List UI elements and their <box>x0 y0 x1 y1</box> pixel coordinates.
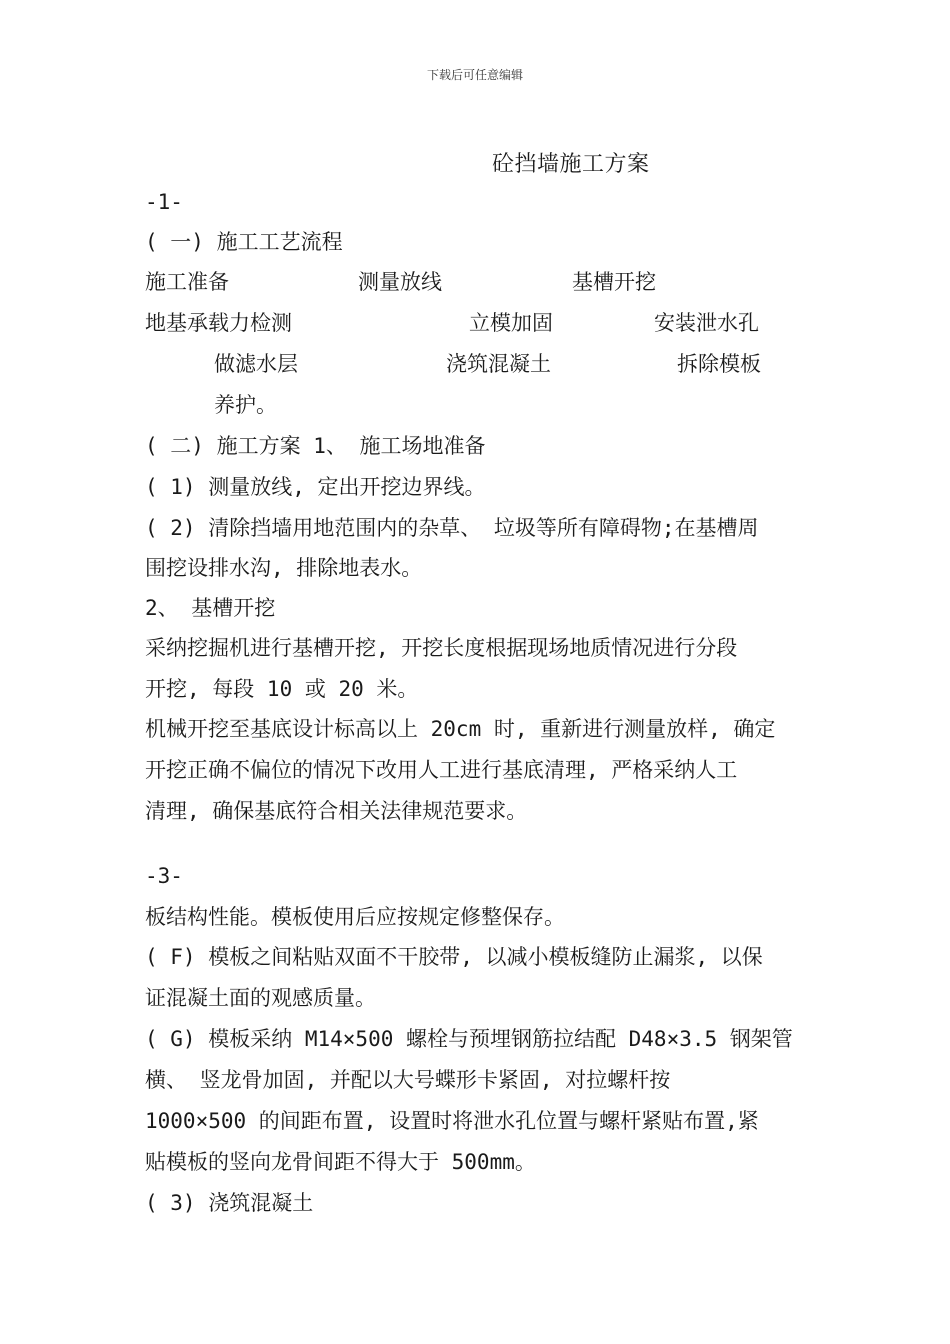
flow-step: 地基承载力检测 <box>145 311 292 335</box>
flow-step: 安装泄水孔 <box>654 311 759 335</box>
text-line: 机械开挖至基底设计标高以上 20cm 时, 重新进行测量放样, 确定 <box>145 717 776 741</box>
page-marker: -1- <box>145 190 183 214</box>
flow-step: 拆除模板 <box>677 352 761 376</box>
text-line: ( 1) 测量放线, 定出开挖边界线。 <box>145 475 486 499</box>
step-heading: 2、 基槽开挖 <box>145 596 276 620</box>
header-note: 下载后可任意编辑 <box>426 68 523 82</box>
text-line: 采纳挖掘机进行基槽开挖, 开挖长度根据现场地质情况进行分段 <box>145 636 738 660</box>
text-line: ( 2) 清除挡墙用地范围内的杂草、 垃圾等所有障碍物;在基槽周 <box>145 516 759 540</box>
text-line: 围挖设排水沟, 排除地表水。 <box>145 556 423 580</box>
text-line: 贴模板的竖向龙骨间距不得大于 500mm。 <box>145 1150 536 1174</box>
flow-step: 基槽开挖 <box>572 270 656 294</box>
flow-step: 浇筑混凝土 <box>446 352 551 376</box>
section-heading: ( 二) 施工方案 1、 施工场地准备 <box>145 434 486 458</box>
flow-step: 做滤水层 <box>214 352 298 376</box>
text-line: 清理, 确保基底符合相关法律规范要求。 <box>145 799 528 823</box>
section-heading: ( 一) 施工工艺流程 <box>145 230 343 254</box>
text-line: ( F) 模板之间粘贴双面不干胶带, 以减小模板缝防止漏浆, 以保 <box>145 945 763 969</box>
text-line: 1000×500 的间距布置, 设置时将泄水孔位置与螺杆紧贴布置,紧 <box>145 1109 759 1133</box>
text-line: ( G) 模板采纳 M14×500 螺栓与预埋钢筋拉结配 D48×3.5 钢架管 <box>145 1027 793 1051</box>
text-line: 板结构性能。模板使用后应按规定修整保存。 <box>145 905 565 929</box>
flow-step: 养护。 <box>214 393 277 417</box>
flow-step: 测量放线 <box>358 270 442 294</box>
flow-step: 立模加固 <box>469 311 553 335</box>
text-line: ( 3) 浇筑混凝土 <box>145 1191 314 1215</box>
text-line: 横、 竖龙骨加固, 并配以大号蝶形卡紧固, 对拉螺杆按 <box>145 1068 671 1092</box>
text-line: 开挖正确不偏位的情况下改用人工进行基底清理, 严格采纳人工 <box>145 758 738 782</box>
text-line: 开挖, 每段 10 或 20 米。 <box>145 677 419 701</box>
text-line: 证混凝土面的观感质量。 <box>145 986 376 1010</box>
page-marker: -3- <box>145 864 183 888</box>
flow-step: 施工准备 <box>145 270 229 294</box>
document-title: 砼挡墙施工方案 <box>492 152 650 177</box>
